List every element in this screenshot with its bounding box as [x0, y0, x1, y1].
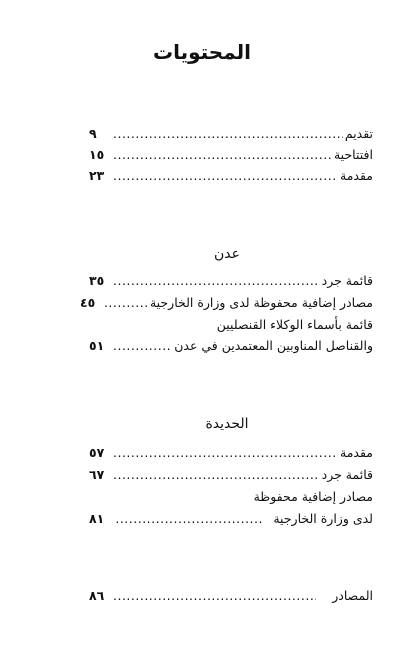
- toc-entry-introduction: [89, 125, 373, 143]
- toc-entry-page: ٩: [89, 126, 97, 141]
- section-heading-hodeidah: الحديدة: [205, 416, 249, 432]
- toc-entry-hodeidah-introduction: [89, 444, 373, 462]
- leader-dots: [113, 125, 343, 143]
- toc-entry-opening: [89, 146, 373, 164]
- toc-entry-aden-inventory: [89, 272, 373, 290]
- leader-dots: [113, 272, 320, 290]
- toc-entry-preface: [89, 167, 373, 185]
- leader-dots: [113, 587, 316, 605]
- toc-entry-page: ٣٥: [89, 273, 105, 288]
- toc-entry-aden-consular-agents: قائمة بأسماء الوكلاء القنصليين: [216, 317, 373, 332]
- toc-entry-label: مقدمة: [340, 445, 373, 460]
- toc-entry-aden-additional-sources: [79, 294, 373, 312]
- leader-dots: [113, 466, 320, 484]
- leader-dots: [115, 510, 263, 528]
- leader-dots: [113, 146, 332, 164]
- toc-entry-page: ١٥: [89, 147, 105, 162]
- toc-entry-label: تقديم: [344, 126, 373, 141]
- toc-entry-page: ٨٦: [89, 588, 105, 603]
- toc-entry-aden-consuls: [89, 337, 373, 355]
- toc-entry-page: ٥١: [89, 338, 105, 353]
- toc-entry-label: افتتاحية: [333, 147, 373, 162]
- leader-dots: [113, 337, 172, 355]
- toc-entry-label: قائمة جرد: [321, 467, 373, 482]
- leader-dots: [113, 444, 338, 462]
- toc-entry-page: ٢٣: [89, 168, 105, 183]
- toc-entry-hodeidah-additional-sources: مصادر إضافية محفوظة: [253, 489, 373, 504]
- toc-entry-page: ٨١: [89, 511, 105, 526]
- toc-entry-page: ٥٧: [89, 445, 105, 460]
- leader-dots: [104, 294, 148, 312]
- toc-entry-label: مصادر إضافية محفوظة لدى وزارة الخارجية: [149, 295, 373, 310]
- toc-entry-label: مقدمة: [340, 168, 373, 183]
- page-title: المحتويات: [152, 40, 251, 64]
- toc-entry-label: قائمة جرد: [321, 273, 373, 288]
- toc-entry-hodeidah-inventory: [89, 466, 373, 484]
- toc-entry-sources: [89, 587, 373, 605]
- leader-dots: [113, 167, 338, 185]
- toc-entry-page: ٤٥: [79, 295, 96, 310]
- toc-entry-page: ٦٧: [89, 467, 105, 482]
- toc-entry-label: المصادر: [332, 588, 373, 603]
- section-heading-aden: عدن: [214, 246, 240, 262]
- toc-entry-label: لدى وزارة الخارجية: [273, 511, 373, 526]
- toc-entry-hodeidah-foreign-ministry: [89, 510, 373, 528]
- toc-entry-label: والقناصل المناوبين المعتمدين في عدن: [174, 338, 373, 353]
